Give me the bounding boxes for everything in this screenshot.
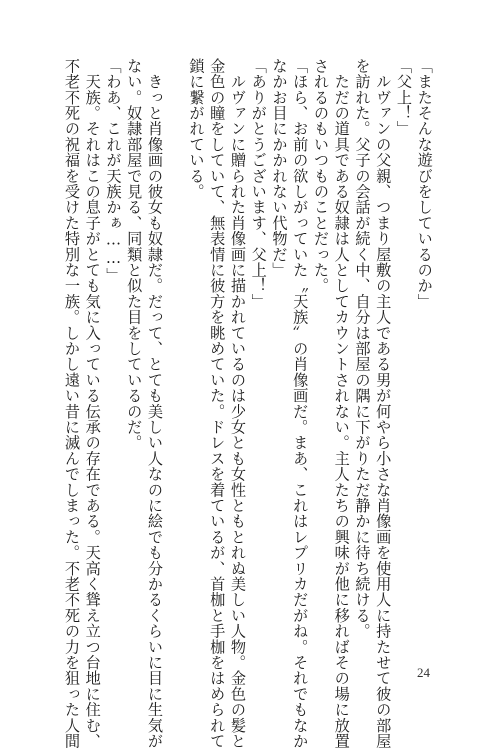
text-line: きっと肖像画の彼女も奴隷だ。だって、とても美しい人なのに絵でも分かるくらいに目に生気が [146, 58, 164, 749]
text-line: を訪れた。父子の会話が続く中、自分は部屋の隅に下がりただ静かに待ち続ける。 [353, 58, 372, 639]
text-line: 天族。それはこの息子がとても気に入っている伝承の存在である。天高く聳え立つ台地に住む、 [83, 58, 102, 749]
text-line: 「父上！」 [395, 58, 413, 137]
text-line: ない。奴隷部屋で見る、同類と似た目をしているのだ。 [125, 58, 144, 451]
text-line: 「ほら、お前の欲しがっていた〝天族〟の肖像画だ。まあ、これはレプリカだがね。それでもなか [291, 58, 310, 749]
text-line: 不老不死の祝福を受けた特別な一族。しかし遠い昔に滅んでしまった。不老不死の力を狙った人間 [63, 58, 81, 749]
text-line: 「またそんな遊びをしているのか」 [415, 58, 434, 310]
text-line: なかお目にかかれない代物だ」 [270, 58, 289, 278]
text-line: されるのもいつものことだった。 [312, 58, 330, 294]
text-line: ルヴァンに贈られた肖像画に描かれているのは少女とも女性ともとれぬ美しい人物。金色の髪と [229, 58, 247, 749]
text-line: ルヴァンの父親、つまり屋敷の主人である男が何やら小さな肖像画を使用人に持たせて彼の部屋 [374, 58, 393, 749]
text-line: 「ありがとうございます、父上！」 [249, 58, 268, 310]
page-number: 24 [417, 665, 430, 680]
text-line: ただの道具である奴隷は人としてカウントされない。主人たちの興味が他に移ればその場に放置 [332, 58, 351, 749]
text-line: 「わあ、これが天族かぁ……」 [104, 58, 123, 284]
text-line: 金色の瞳をしていて、無表情に彼方を眺めていた。ドレスを着ているが、首枷と手枷をはめられて [208, 58, 227, 749]
text-line: 鎖に繋がれている。 [187, 58, 206, 200]
